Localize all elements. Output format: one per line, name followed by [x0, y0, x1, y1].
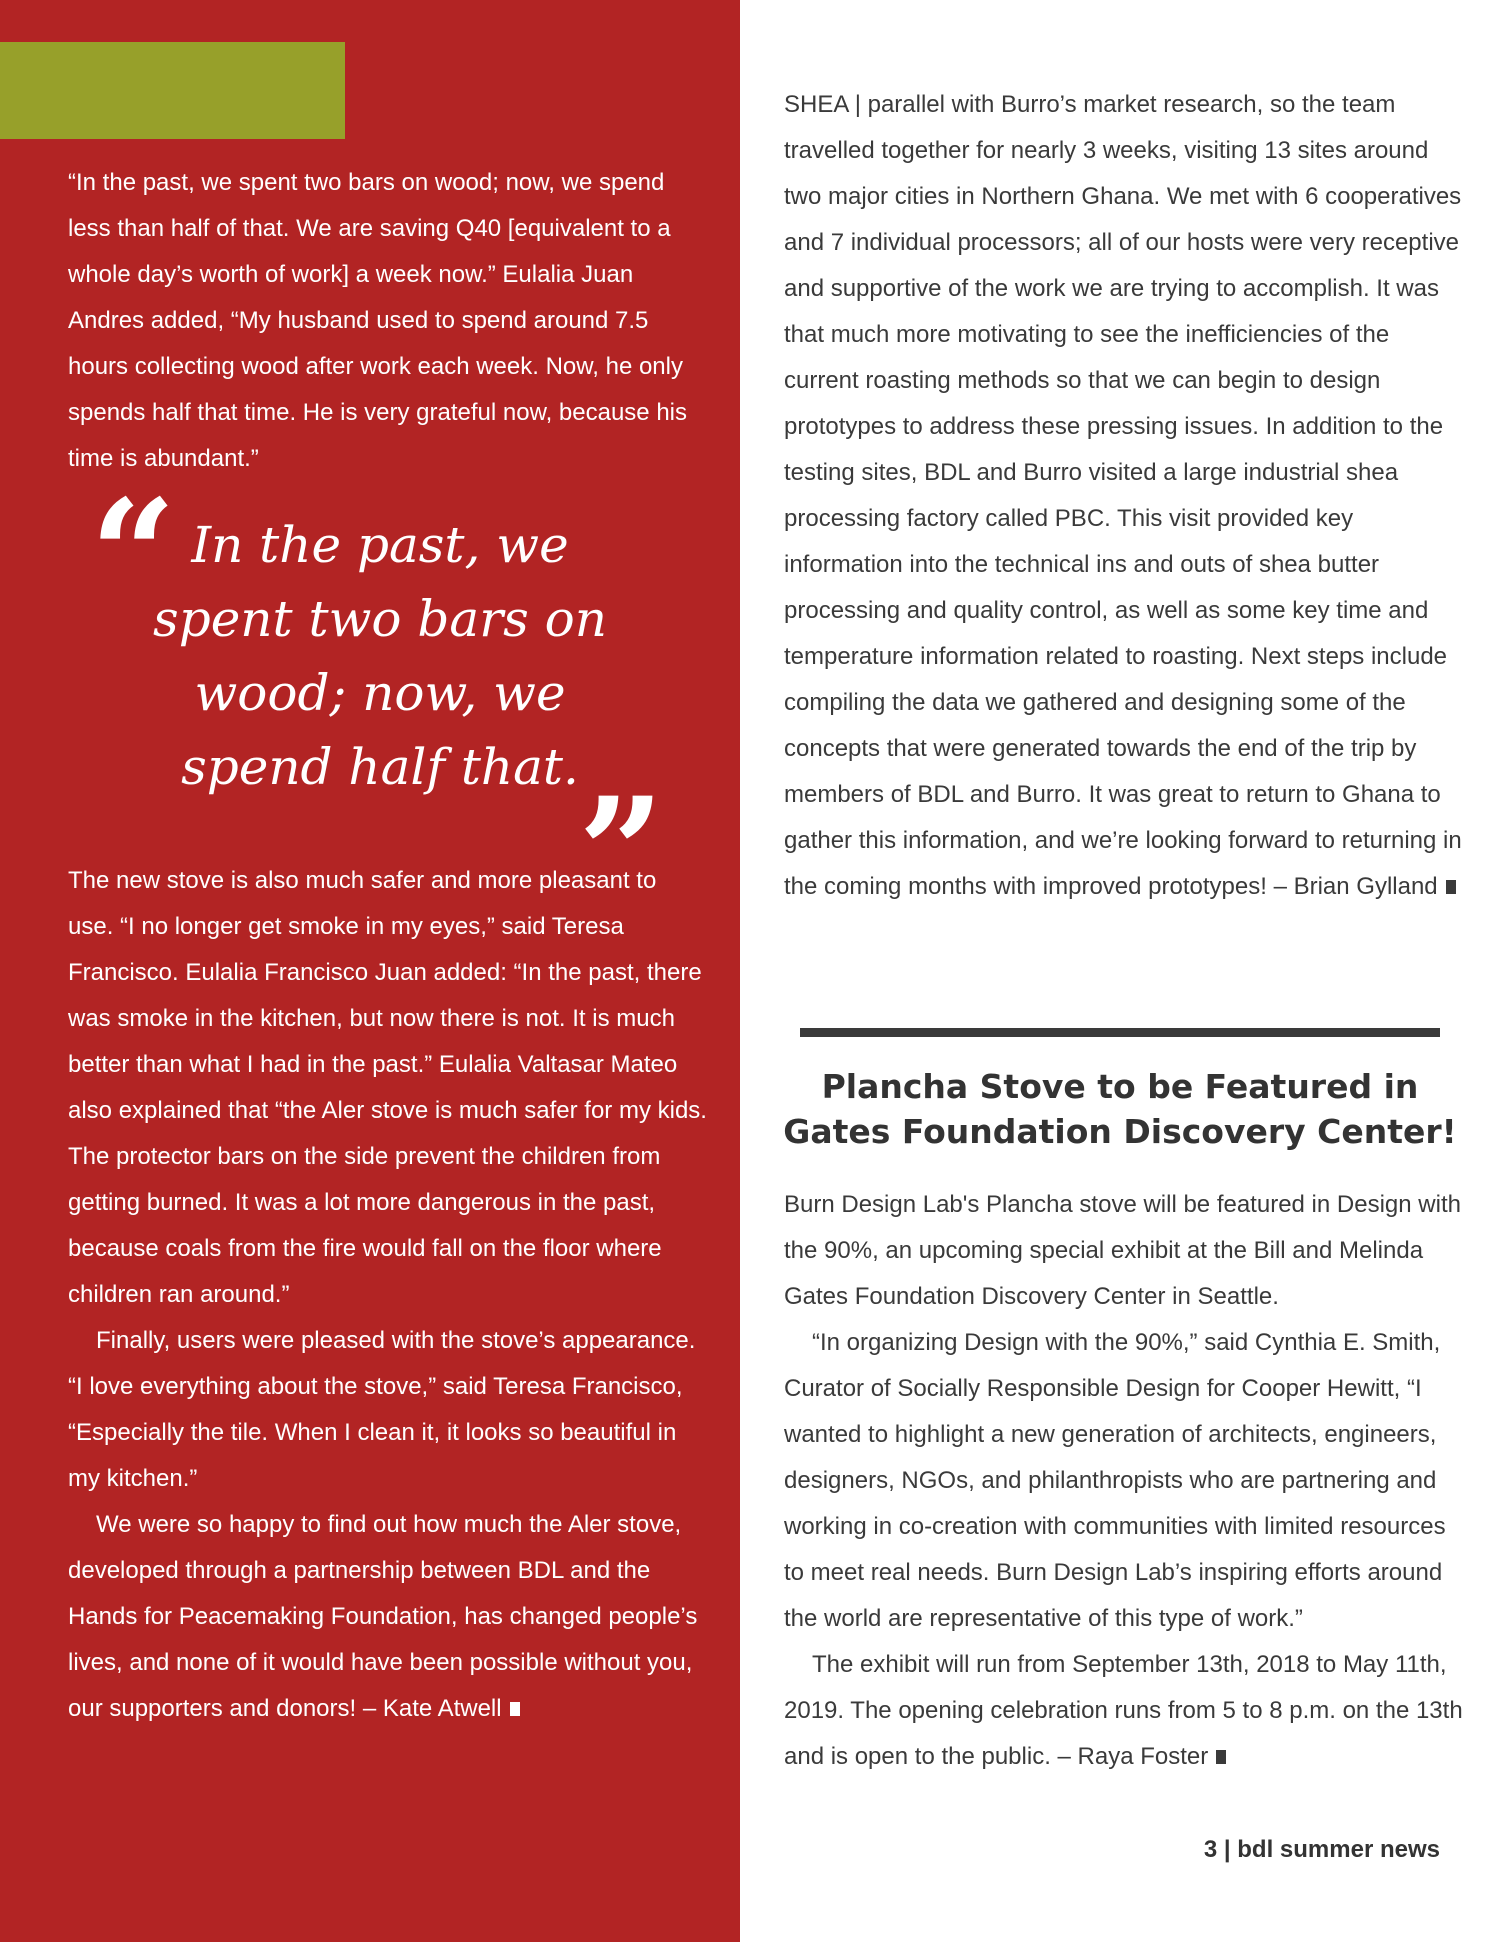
left-paragraph-safety: The new stove is also much safer and more pleasant to use. “I no longer get smoke in my eyes,” said Teresa Francisco. Eulalia Francisco Juan added: “In the past, there was smoke in the kitchen, but now there is not. It is much better than what I had in the past.” Eulalia Valtasar Mateo also explained that “the Aler stove is much safer for my kids. The protector bars on the side prevent the children from getting burned. It was a lot more dangerous in the past, because coals from the fire would fall on the floor where children ran around.” [68, 867, 707, 1308]
quote-close-icon: ” [578, 765, 665, 941]
end-mark-icon [510, 1702, 520, 1716]
left-paragraph-closing: We were so happy to find out how much the Aler stove, developed through a partnership between BDL and the Hands for Peacemaking Foundation, has changed people’s lives, and none of it would have been possible without you, our supporters and donors! – Kate Atwell [68, 1511, 698, 1722]
plancha-paragraph-dates: The exhibit will run from September 13th, 2018 to May 11th, 2019. The opening celebration runs from 5 to 8 p.m. on the 13th and is open to the public. – Raya Foster [784, 1651, 1463, 1770]
plancha-paragraph-intro: Burn Design Lab's Plancha stove will be featured in Design with the 90%, an upcoming special exhibit at the Bill and Melinda Gates Foundation Discovery Center in Seattle. [784, 1191, 1461, 1310]
shea-continued-paragraph: SHEA | parallel with Burro’s market research, so the team travelled together for nearly 3 weeks, visiting 13 sites around two major cities in Northern Ghana. We met with 6 cooperatives and 7 individual processors; all of our hosts were very receptive and supportive of the work we are trying to accomplish. It was that much more motivating to see the inefficiencies of the current roasting methods so that we can begin to design prototypes to address these pressing issues. In addition to the testing sites, BDL and Burro visited a large industrial shea processing factory called PBC. This visit provided key information into the technical ins and outs of shea butter processing and quality control, as well as some key time and temperature information related to roasting. Next steps include compiling the data we gathered and designing some of the concepts that were generated towards the end of the trip by members of BDL and Burro. It was great to return to Ghana to gather this information, and we’re looking forward to returning in the coming months with improved prototypes! – Brian Gylland [784, 91, 1462, 900]
pull-quote: In the past, we spent two bars on wood; now, we spend half that. [153, 516, 607, 796]
intro-paragraph: “In the past, we spent two bars on wood; now, we spend less than half of that. We are saving Q40 [equivalent to a whole day’s worth of work] a week now.” Eulalia Juan Andres added, “My husband used to spend around 7.5 hours collecting wood after work each week. Now, he only spends half that time. He is very grateful now, because his time is abundant.” [68, 169, 687, 472]
right-continued-text [784, 82, 1464, 910]
end-mark-icon [1216, 1750, 1226, 1764]
section-divider [800, 1028, 1440, 1037]
left-paragraph-appearance: Finally, users were pleased with the stove’s appearance. “I love everything about the stove,” said Teresa Francisco, “Especially the tile. When I clean it, it looks so beautiful in my kitchen.” [68, 1327, 696, 1492]
quote-open-icon: “ [90, 467, 177, 643]
right-article-text [784, 1182, 1464, 1780]
accent-bar [0, 42, 345, 139]
page-footer [900, 1836, 1440, 1864]
left-intro-text [68, 160, 708, 482]
publication-name: bdl summer news [1237, 1836, 1440, 1863]
page-number: 3 [1203, 1836, 1218, 1863]
left-body-text [68, 858, 708, 1732]
plancha-paragraph-quote: “In organizing Design with the 90%,” said Cynthia E. Smith, Curator of Socially Responsible Design for Cooper Hewitt, “I wanted to highlight a new generation of architects, engineers, designers, NGOs, and philanthropists who are partnering and working in co-creation with communities with limited resources to meet real needs. Burn Design Lab’s inspiring efforts around the world are representative of this type of work.” [784, 1329, 1446, 1632]
article-headline: Plancha Stove to be Featured in Gates Foundation Discovery Center! [783, 1067, 1457, 1151]
footer-separator: | [1223, 1836, 1231, 1863]
end-mark-icon [1446, 880, 1456, 894]
